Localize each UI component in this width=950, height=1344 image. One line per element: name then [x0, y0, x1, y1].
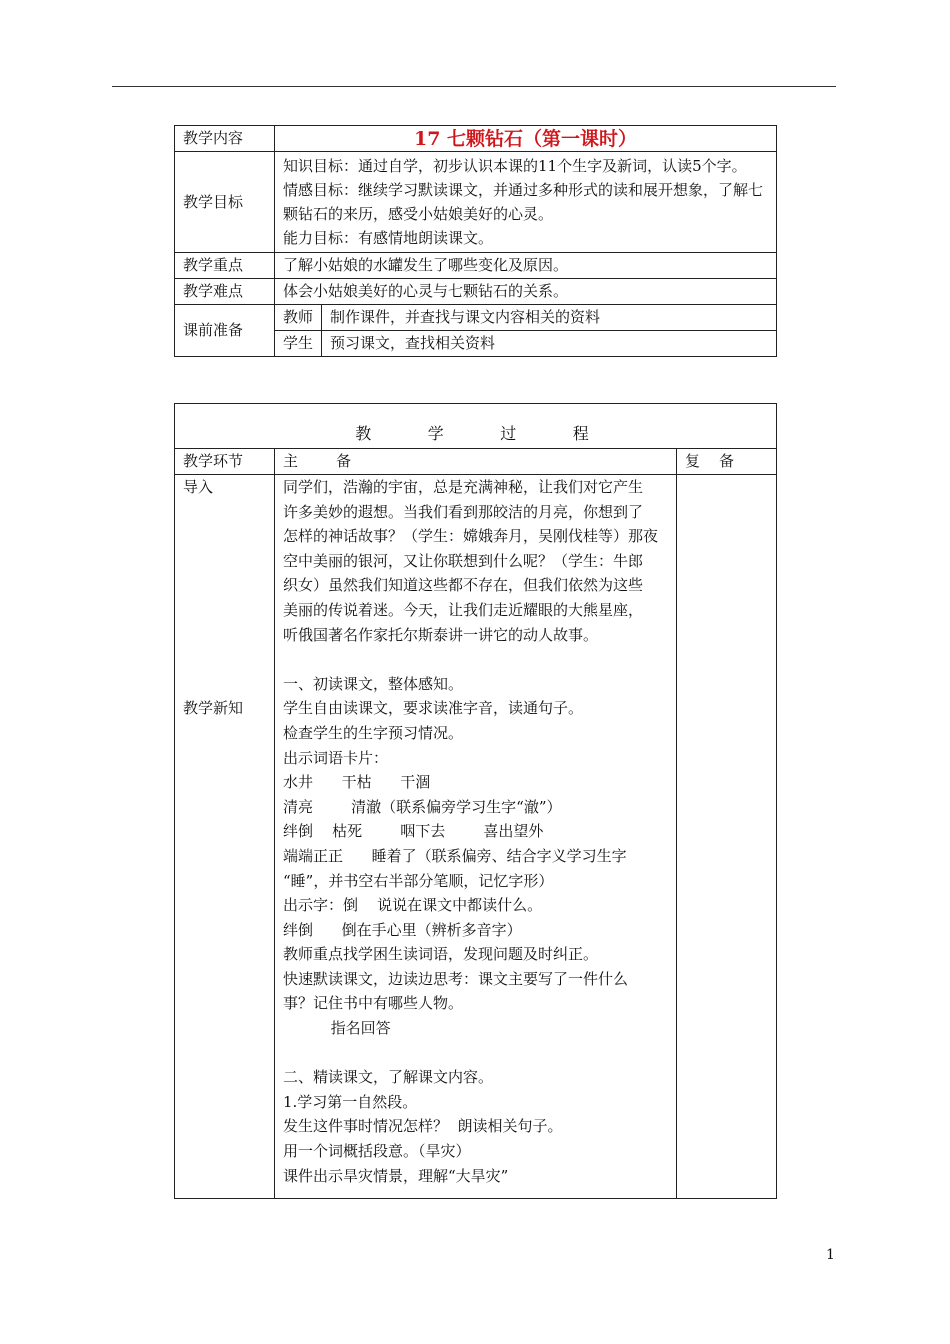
col-header-step: 教学环节: [175, 449, 275, 475]
lesson-info-table: [174, 125, 777, 357]
content-line: 端端正正 睡着了（联系偏旁、结合字义学习生字: [283, 846, 627, 865]
key-label: 教学重点: [175, 253, 275, 279]
key-text: 了解小姑娘的水罐发生了哪些变化及原因。: [275, 253, 777, 279]
content-line: 听俄国著名作家托尔斯泰讲一讲它的动人故事。: [283, 625, 599, 644]
content-line: 许多美妙的遐想。当我们看到那皎洁的月亮，你想到了: [283, 502, 644, 521]
review-column: [677, 475, 777, 1199]
process-title-char: 教: [355, 424, 372, 443]
process-title-char: 学: [427, 424, 444, 443]
process-title-char: 程: [572, 424, 589, 443]
content-line: 美丽的传说着迷。今天，让我们走近耀眼的大熊星座，: [283, 600, 644, 619]
teacher-text: 制作课件，并查找与课文内容相关的资料: [322, 305, 777, 331]
goal-emotion: 情感目标：继续学习默读课文，并通过多种形式的读和展开想象，了解七颗钻石的来历，感受小姑娘美好的心灵。: [283, 181, 764, 223]
content-line: 水井 干枯 干涸: [283, 773, 431, 792]
content-line: 1.学习第一自然段。: [283, 1092, 418, 1111]
process-title-cell: [175, 404, 777, 449]
content-line: 教师重点找学困生读词语，发现问题及时纠正。: [283, 945, 599, 964]
content-line: 绊倒 倒在手心里（辨析多音字）: [283, 920, 522, 939]
content-line: 空中美丽的银河，又让你联想到什么呢？（学生：牛郎: [283, 551, 644, 570]
content-line: 二、精读课文，了解课文内容。: [283, 1068, 494, 1087]
content-line: 学生自由读课文，要求读准字音，读通句子。: [283, 699, 584, 718]
content-line: 课件出示旱灾情景，理解“大旱灾”: [283, 1166, 509, 1185]
student-text: 预习课文，查找相关资料: [322, 331, 777, 357]
content-line: 同学们，浩瀚的宇宙，总是充满神秘，让我们对它产生: [283, 478, 644, 496]
student-label: 学生: [275, 331, 322, 357]
content-line: 一、初读课文，整体感知。: [283, 674, 464, 693]
content-line: [283, 1041, 676, 1066]
content-line: 出示词语卡片：: [283, 748, 389, 767]
content-line: 快速默读课文，边读边思考：课文主要写了一件什么: [283, 969, 629, 988]
process-title-char: 过: [500, 424, 517, 443]
content-line: 事？记住书中有哪些人物。: [283, 994, 464, 1013]
content-label: 教学内容: [175, 126, 275, 152]
header-rule: [112, 86, 836, 87]
teacher-label: 教师: [275, 305, 322, 331]
difficulty-label: 教学难点: [175, 279, 275, 305]
col-header-review: 复 备: [677, 449, 777, 475]
content-line: [283, 647, 676, 672]
prep-label: 课前准备: [175, 305, 275, 357]
content-line: 怎样的神话故事？（学生：嫦娥奔月，吴刚伐桂等）那夜: [283, 527, 659, 546]
goals-label: 教学目标: [175, 152, 275, 253]
content-line: 发生这件事时情况怎样？ 朗读相关句子。: [283, 1117, 563, 1136]
page-number: 1: [826, 1247, 835, 1263]
step-intro: 导入: [183, 478, 214, 496]
content-line: 织女）虽然我们知道这些都不存在，但我们依然为这些: [283, 576, 644, 595]
content-line: 指名回答: [283, 1019, 391, 1038]
goals-cell: [275, 152, 777, 253]
main-content: [275, 475, 677, 1199]
col-header-main: 主 备: [275, 449, 677, 475]
teaching-process-table: [174, 403, 777, 1199]
content-line: “睡”，并书空右半部分笔顺，记忆字形）: [283, 871, 554, 890]
step-column: [175, 475, 275, 1199]
goal-knowledge: 知识目标：通过自学，初步认识本课的11个生字及新词，认读5个字。: [283, 157, 747, 175]
content-line: 清亮 清澈（联系偏旁学习生字“澈”）: [283, 797, 562, 816]
lesson-title: 17 七颗钻石（第一课时）: [275, 126, 777, 152]
step-new: 教学新知: [183, 699, 244, 718]
content-line: 用一个词概括段意。（旱灾）: [283, 1142, 471, 1161]
content-line: 绊倒 枯死 咽下去 喜出望外: [283, 822, 544, 841]
difficulty-text: 体会小姑娘美好的心灵与七颗钻石的关系。: [275, 279, 777, 305]
process-title: [327, 421, 617, 448]
content-line: 检查学生的生字预习情况。: [283, 723, 464, 742]
content-line: 出示字：倒 说说在课文中都读什么。: [283, 896, 543, 915]
goal-ability: 能力目标：有感情地朗读课文。: [283, 229, 494, 247]
